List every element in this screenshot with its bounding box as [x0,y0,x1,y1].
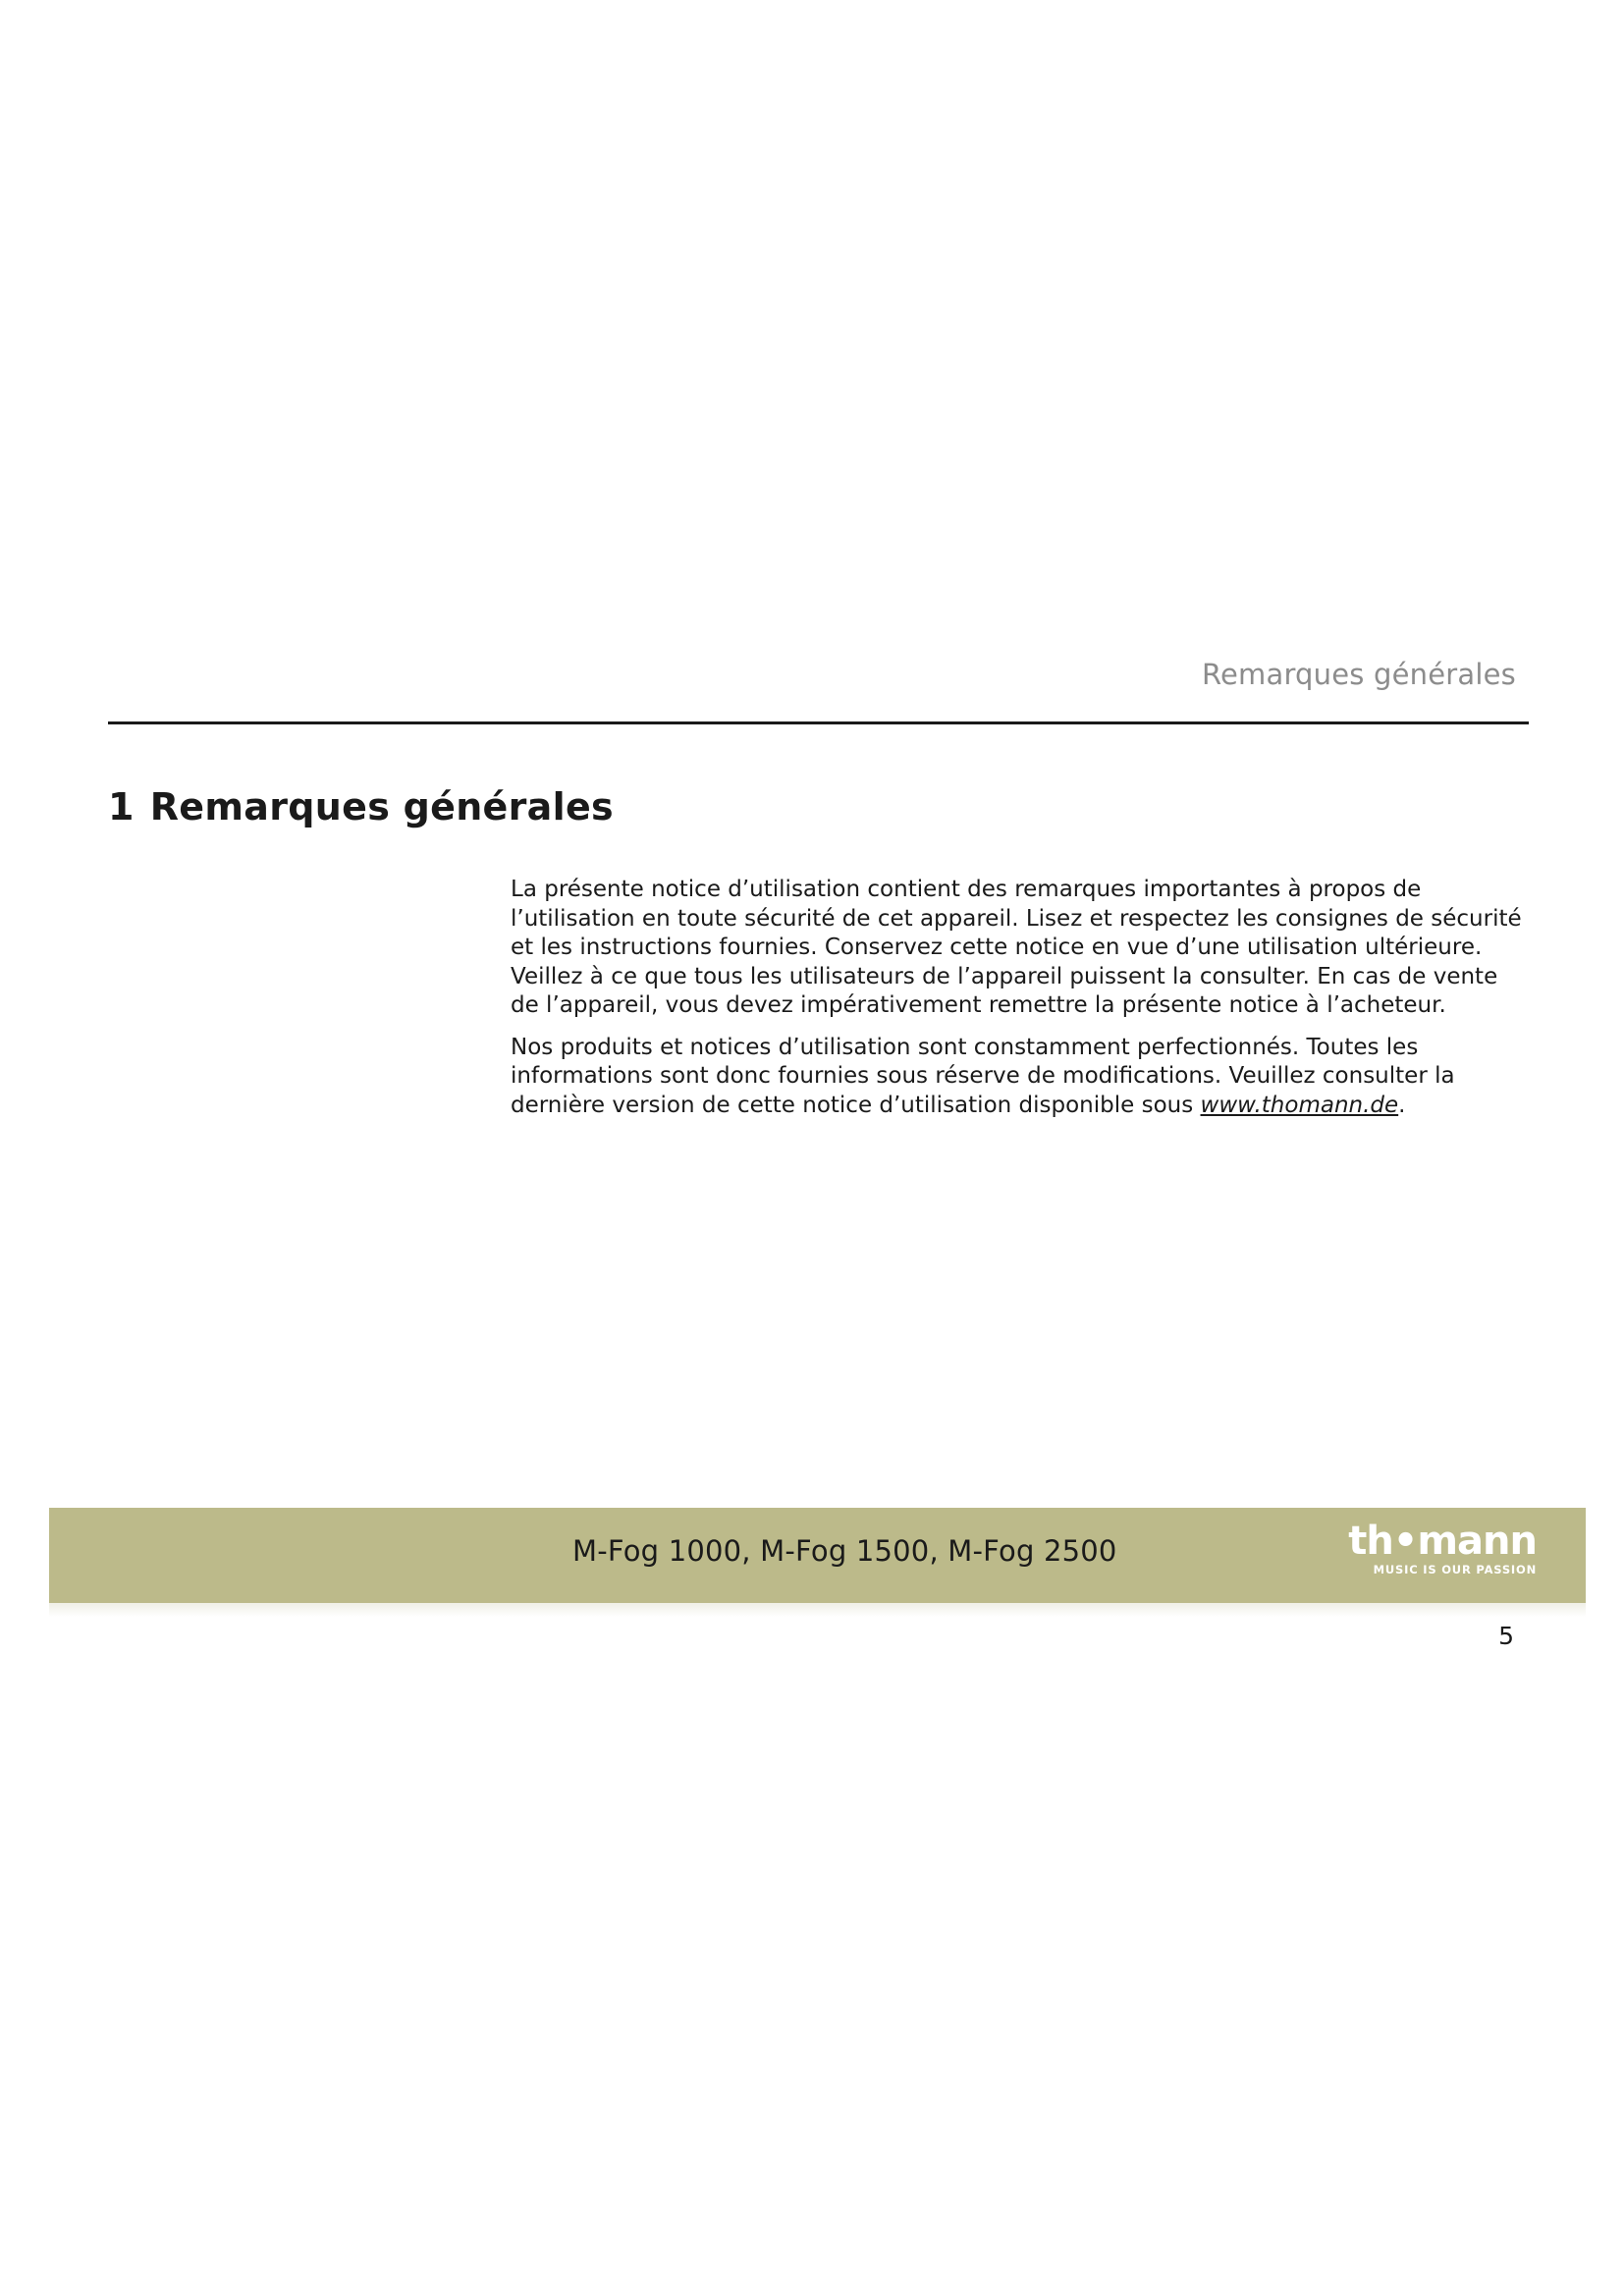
chapter-heading [108,785,614,828]
thomann-logo [1321,1519,1537,1576]
footer-product-models: M-Fog 1000, M-Fog 1500, M-Fog 2500 [572,1534,1117,1568]
thomann-website-link[interactable]: www.thomann.de [1200,1092,1399,1118]
running-header-title: Remarques générales [1201,658,1516,691]
brand-tagline: MUSIC IS OUR PASSION [1373,1563,1537,1576]
chapter-title: Remarques générales [149,785,614,828]
page-number: 5 [1498,1622,1514,1650]
brand-name: th•mann [1348,1519,1537,1564]
paragraph-updates-text: Nos produits et notices d’utilisation sont constamment perfectionnés. Toutes les informations sont donc fournies sous réserve de modifications. Veuillez consulter la dernière version de cette notice d’utilisation disponible sous [511,1034,1455,1118]
paragraph-intro: La présente notice d’utilisation contient des remarques importantes à propos de l’utilisation en toute sécurité de cet appareil. Lisez et respectez les consignes de sécurité et les instructions fournies. Conservez cette notice en vue d’une utilisation ultérieure. Veillez à ce que tous les utilisateurs de l’appareil puissent la consulter. En cas de vente de l’appareil, vous devez impérativement remettre la présente notice à l’acheteur. [511,877,1522,1018]
paragraph-updates-end: . [1398,1092,1406,1118]
body-text [511,876,1532,1133]
footer-shadow [49,1603,1586,1617]
header-divider [108,721,1529,724]
chapter-number: 1 [108,785,135,828]
paragraph-updates [511,1034,1532,1121]
